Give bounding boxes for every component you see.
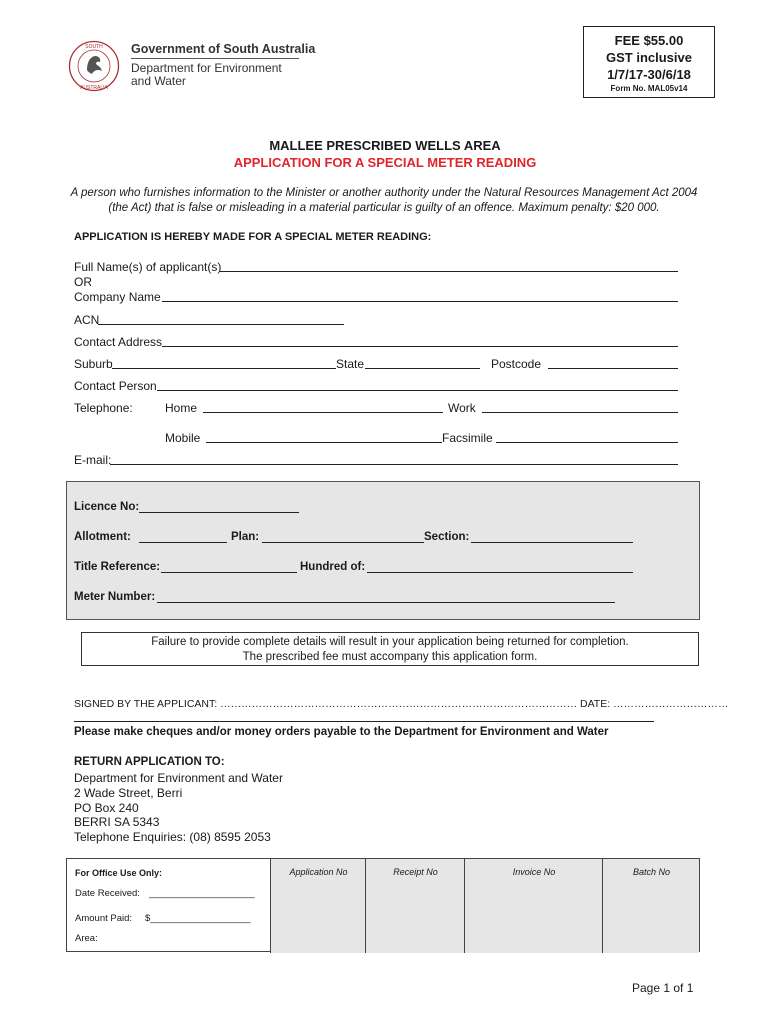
full-name-field[interactable] — [220, 271, 678, 272]
hundred-of-label: Hundred of: — [300, 561, 366, 573]
telephone-label: Telephone: — [74, 401, 133, 415]
svg-text:AUSTRALIA: AUSTRALIA — [80, 85, 108, 91]
failure-notice-box — [81, 632, 699, 666]
government-name: Government of South Australia — [131, 42, 316, 56]
or-label: OR — [74, 275, 92, 289]
date-received-field[interactable]: ____________________ — [149, 888, 255, 899]
state-field[interactable] — [365, 368, 480, 369]
batch-no-header: Batch No — [632, 867, 671, 877]
fee-amount: FEE $55.00 — [614, 33, 684, 48]
return-address-line: 2 Wade Street, Berri — [74, 785, 183, 800]
office-use-heading: For Office Use Only: — [75, 868, 163, 878]
contact-address-label: Contact Address — [74, 335, 163, 349]
signature-underline — [74, 721, 654, 722]
postcode-field[interactable] — [548, 368, 678, 369]
fee-box — [583, 26, 715, 98]
plan-label: Plan: — [231, 531, 260, 543]
acn-field[interactable] — [98, 324, 344, 325]
home-phone-field[interactable] — [203, 412, 443, 413]
meter-number-field[interactable] — [157, 602, 615, 603]
mobile-label: Mobile — [165, 431, 201, 445]
date-received-label: Date Received: — [75, 888, 140, 899]
company-name-field[interactable] — [162, 301, 678, 302]
facsimile-label: Facsimile — [442, 431, 493, 445]
batch-no-cell[interactable] — [602, 859, 699, 953]
government-seal-logo — [68, 40, 120, 92]
email-label: E-mail: — [74, 453, 112, 467]
licence-details-box — [66, 481, 700, 620]
hundred-of-field[interactable] — [367, 572, 633, 573]
page-number: Page 1 of 1 — [632, 981, 694, 995]
company-name-label: Company Name — [74, 290, 161, 304]
application-no-header: Application No — [289, 867, 348, 877]
form-subtitle: APPLICATION FOR A SPECIAL METER READING — [233, 155, 537, 170]
suburb-field[interactable] — [112, 368, 336, 369]
allotment-field[interactable] — [139, 542, 227, 543]
return-address-line: Telephone Enquiries: (08) 8595 2053 — [74, 830, 271, 845]
penalty-warning: A person who furnishes information to the Minister or another authority under the Natural Resources Management Act 2004 (the Act) that is false or misleading in a material particular is guilty of an offence. Maximum penalty: $20 000. — [70, 187, 698, 214]
return-address-line: BERRI SA 5343 — [74, 815, 160, 830]
section-field[interactable] — [471, 542, 633, 543]
work-phone-label: Work — [448, 401, 476, 415]
logo-divider — [131, 58, 299, 59]
area-label: Area: — [75, 933, 98, 944]
return-address-line: Department for Environment and Water — [74, 771, 283, 785]
svg-text:SOUTH: SOUTH — [85, 44, 103, 50]
gst-note: GST inclusive — [606, 50, 692, 65]
contact-address-field[interactable] — [162, 346, 678, 347]
application-no-cell[interactable] — [270, 859, 365, 953]
postcode-label: Postcode — [491, 357, 542, 371]
full-name-label: Full Name(s) of applicant(s) — [74, 260, 222, 274]
application-heading: APPLICATION IS HEREBY MADE FOR A SPECIAL METER READING: — [74, 231, 432, 243]
allotment-label: Allotment: — [74, 531, 131, 543]
return-heading: RETURN APPLICATION TO: — [74, 756, 225, 768]
licence-no-field[interactable] — [139, 512, 299, 513]
office-use-table — [66, 858, 700, 952]
title-reference-label: Title Reference: — [74, 561, 161, 573]
acn-label: ACN — [74, 313, 100, 327]
meter-number-label: Meter Number: — [74, 591, 156, 603]
invoice-no-cell[interactable] — [464, 859, 602, 953]
return-address — [74, 771, 283, 845]
title-reference-field[interactable] — [161, 572, 297, 573]
failure-notice-line1: Failure to provide complete details will result in your application being returned for completion. — [151, 636, 629, 648]
receipt-no-cell[interactable] — [365, 859, 464, 953]
facsimile-field[interactable] — [496, 442, 678, 443]
amount-paid-field[interactable]: $___________________ — [145, 913, 251, 924]
form-number: Form No. MAL05v14 — [610, 84, 688, 93]
state-label: State — [336, 357, 365, 371]
contact-person-label: Contact Person — [74, 379, 157, 393]
amount-paid-label: Amount Paid: — [75, 913, 133, 924]
department-name: Department for Environment and Water — [131, 61, 282, 88]
return-address-line: PO Box 240 — [74, 800, 139, 815]
licence-no-label: Licence No: — [74, 501, 140, 513]
email-field[interactable] — [110, 464, 678, 465]
receipt-no-header: Receipt No — [393, 867, 438, 877]
section-label: Section: — [424, 531, 470, 543]
suburb-label: Suburb — [74, 357, 113, 371]
home-phone-label: Home — [165, 401, 198, 415]
cheques-note: Please make cheques and/or money orders payable to the Department for Environment and Water — [74, 726, 609, 738]
contact-person-field[interactable] — [157, 390, 678, 391]
failure-notice-line2: The prescribed fee must accompany this application form. — [242, 651, 538, 663]
invoice-no-header: Invoice No — [512, 867, 556, 877]
work-phone-field[interactable] — [482, 412, 678, 413]
plan-field[interactable] — [262, 542, 424, 543]
fee-period: 1/7/17-30/6/18 — [607, 67, 691, 82]
mobile-field[interactable] — [206, 442, 442, 443]
signature-date-line[interactable]: SIGNED BY THE APPLICANT: ………………………………………………………………………………………… DATE: …………………………… — [74, 698, 729, 710]
form-title: MALLEE PRESCRIBED WELLS AREA — [269, 138, 501, 153]
